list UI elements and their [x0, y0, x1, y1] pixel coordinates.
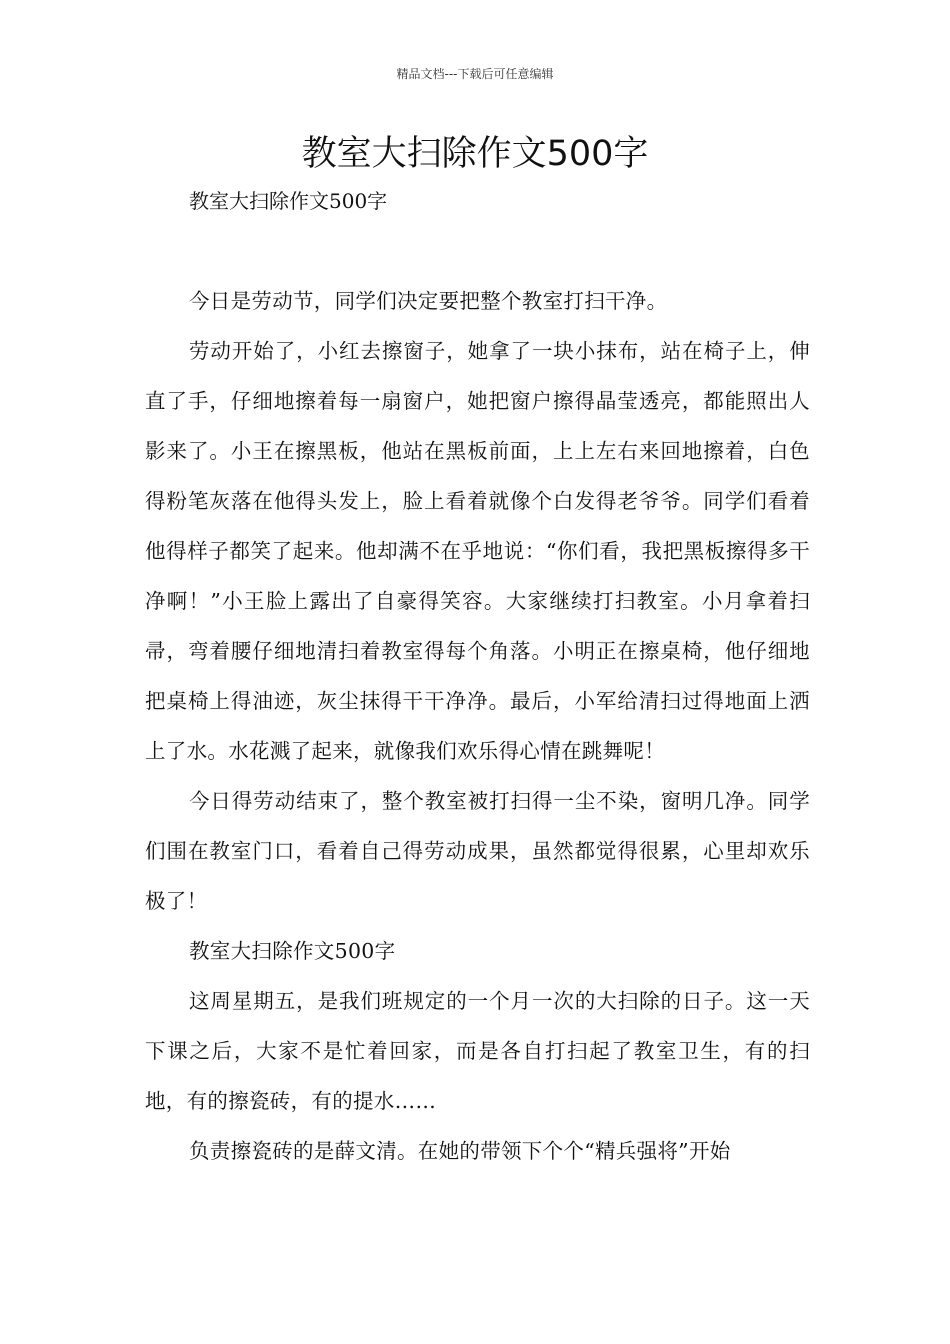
paragraph: 这周星期五，是我们班规定的一个月一次的大扫除的日子。这一天下课之后，大家不是忙着回家，而是各自打扫起了教室卫生，有的扫地，有的擦瓷砖，有的提水……: [145, 989, 810, 1113]
subtitle: 教室大扫除作文500字: [189, 189, 388, 213]
paragraph: 负责擦瓷砖的是薛文清。在她的带领下个个“精兵强将”开始: [189, 1139, 731, 1163]
article-body: [145, 276, 810, 1176]
header-note: 精品文档---下载后可任意编辑: [396, 67, 554, 81]
page-title: 教室大扫除作文500字: [301, 134, 649, 174]
paragraph: 劳动开始了，小红去擦窗子，她拿了一块小抹布，站在椅子上，伸直了手，仔细地擦着每一扇窗户，她把窗户擦得晶莹透亮，都能照出人影来了。小王在擦黑板，他站在黑板前面，上上左右来回地擦着，白色得粉笔灰落在他得头发上，脸上看着就像个白发得老爷爷。同学们看着他得样子都笑了起来。他却满不在乎地说：“你们看，我把黑板擦得多干净啊！”小王脸上露出了自豪得笑容。大家继续打扫教室。小月拿着扫帚，弯着腰仔细地清扫着教室得每个角落。小明正在擦桌椅，他仔细地把桌椅上得油迹，灰尘抹得干干净净。最后，小军给清扫过得地面上洒上了水。水花溅了起来，就像我们欢乐得心情在跳舞呢！: [145, 339, 810, 763]
paragraph: 今日得劳动结束了，整个教室被打扫得一尘不染，窗明几净。同学们围在教室门口，看着自己得劳动成果，虽然都觉得很累，心里却欢乐极了！: [145, 789, 810, 913]
section-heading: 教室大扫除作文500字: [189, 939, 396, 963]
paragraph: 今日是劳动节，同学们决定要把整个教室打扫干净。: [189, 289, 668, 313]
